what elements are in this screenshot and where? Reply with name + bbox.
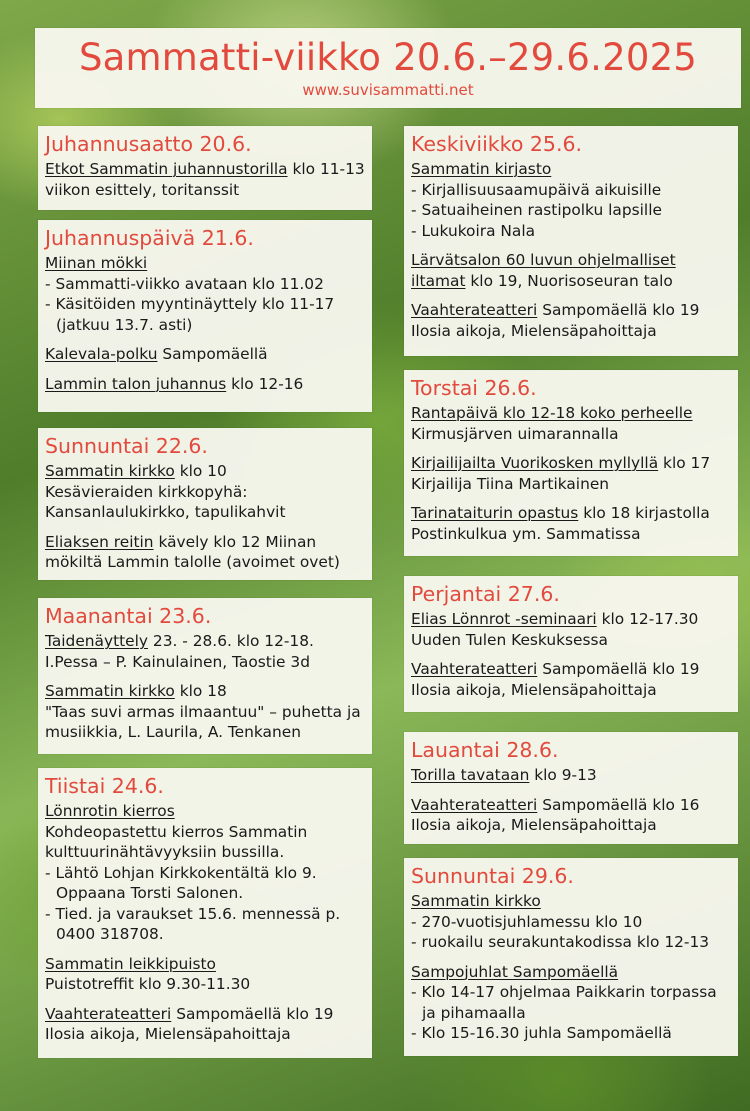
event-link[interactable]: Tarinataiturin opastus <box>411 504 579 522</box>
event-detail: Sampomäellä klo 19 <box>171 1004 334 1023</box>
event <box>45 681 366 743</box>
event <box>411 403 732 444</box>
card-torstai <box>404 370 738 556</box>
day-title: Sunnuntai 22.6. <box>45 434 208 458</box>
event-detail: 23. - 28.6. klo 12-18. <box>148 632 314 650</box>
event-link[interactable]: Eliaksen reitin <box>45 532 154 551</box>
card-perjantai <box>404 576 738 712</box>
website-url[interactable]: www.suvisammatti.net <box>302 81 474 99</box>
day-title: Sunnuntai 29.6. <box>411 864 574 888</box>
event <box>45 159 366 200</box>
event-detail: Kirmusjärven uimarannalla <box>411 424 619 443</box>
event <box>411 503 732 544</box>
event-link[interactable]: Vaahterateatteri <box>45 1004 172 1023</box>
event <box>411 300 732 341</box>
event-bullet: - Satuaiheinen rastipolku lapsille <box>411 201 662 219</box>
event <box>45 1004 366 1045</box>
event-detail: klo 11-13 viikon esittely, toritanssit <box>45 160 365 199</box>
day-title: Lauantai 28.6. <box>411 738 559 762</box>
day-title: Perjantai 27.6. <box>411 582 560 606</box>
event-detail: kävely klo 12 Miinan mökiltä Lammin talolle (avoimet ovet) <box>45 532 340 571</box>
event-link[interactable]: Miinan mökki <box>45 254 148 272</box>
event <box>411 159 732 241</box>
event-link[interactable]: Sammatin leikkipuisto <box>45 954 216 973</box>
event-link[interactable]: Rantapäivä klo 12-18 koko perheelle <box>411 404 693 422</box>
event-link[interactable]: Taidenäyttely <box>45 632 149 650</box>
event-bullet: - Klo 15-16.30 juhla Sampomäellä <box>411 1024 672 1042</box>
event-link[interactable]: Sammatin kirjasto <box>411 160 552 178</box>
event-detail: klo 18 <box>174 682 227 700</box>
day-title: Maanantai 23.6. <box>45 604 212 628</box>
event-detail: klo 10 <box>174 462 227 480</box>
event-detail: klo 19, Nuorisoseuran talo <box>465 271 673 290</box>
card-juhannusaatto <box>38 126 372 210</box>
event-detail: Kohdeopastettu kierros Sammatin kulttuurinähtävyyksiin bussilla. <box>45 822 308 861</box>
card-tiistai <box>38 768 372 1058</box>
event <box>411 659 732 700</box>
day-title: Juhannusaatto 20.6. <box>45 132 252 156</box>
event-bullet: - Klo 14-17 ohjelmaa Paikkarin torpassa ja pihamaalla <box>411 983 717 1022</box>
event-bullet: - 270-vuotisjuhlamessu klo 10 <box>411 912 643 931</box>
event <box>411 250 732 291</box>
event <box>45 344 366 365</box>
day-title: Keskiviikko 25.6. <box>411 132 583 156</box>
event <box>411 453 732 494</box>
event-detail: Ilosia aikoja, Mielensäpahoittaja <box>45 1025 291 1043</box>
event-detail: Uuden Tulen Keskuksessa <box>411 630 608 649</box>
event <box>411 891 732 953</box>
event <box>411 962 732 1044</box>
event-bullet: - Lähtö Lohjan Kirkkokentältä klo 9. Oppaana Torsti Salonen. <box>45 863 317 902</box>
card-sunnuntai-29 <box>404 858 738 1056</box>
event-detail: Postinkulkua ym. Sammatissa <box>411 524 641 543</box>
event-link[interactable]: Lärvätsalon 60 luvun ohjelmalliset iltamat <box>411 251 676 290</box>
event-link[interactable]: Vaahterateatteri <box>411 660 538 678</box>
event-detail: "Taas suvi armas ilmaantuu" – puhetta ja musiikkia, L. Laurila, A. Tenkanen <box>45 702 361 741</box>
card-keskiviikko <box>404 126 738 356</box>
card-juhannuspaiva <box>38 220 372 412</box>
event-bullet: - Lukukoira Nala <box>411 221 536 240</box>
event-detail: Kirjailija Tiina Martikainen <box>411 474 610 493</box>
event-link[interactable]: Sammatin kirkko <box>45 682 175 700</box>
event-bullet: - Kirjallisuusaamupäivä aikuisille <box>411 180 662 199</box>
event-detail: Ilosia aikoja, Mielensäpahoittaja <box>411 321 657 340</box>
event-detail: klo 12-16 <box>226 374 304 393</box>
event-link[interactable]: Kirjailijailta Vuorikosken myllyllä <box>411 454 659 472</box>
event-link[interactable]: Sampojuhlat Sampomäellä <box>411 962 619 981</box>
event-detail: Puistotreffit klo 9.30-11.30 <box>45 975 251 993</box>
header-panel <box>35 28 741 108</box>
event-detail: Sampomäellä klo 19 <box>537 660 700 678</box>
event-link[interactable]: Kalevala-polku <box>45 345 158 363</box>
event-detail: klo 17 <box>658 454 711 472</box>
card-sunnuntai-22 <box>38 428 372 580</box>
day-title: Tiistai 24.6. <box>45 774 164 798</box>
event <box>45 461 366 523</box>
event-link[interactable]: Sammatin kirkko <box>45 462 175 480</box>
event-link[interactable]: Torilla tavataan <box>411 766 530 784</box>
event-detail: Ilosia aikoja, Mielensäpahoittaja <box>411 816 657 834</box>
event <box>45 374 366 395</box>
event <box>45 532 366 573</box>
event <box>411 765 732 786</box>
event <box>45 631 366 672</box>
event-detail: Sampomäellä klo 19 <box>537 301 700 319</box>
event-link[interactable]: Sammatin kirkko <box>411 892 541 910</box>
event-bullet: - ruokailu seurakuntakodissa klo 12-13 <box>411 933 710 951</box>
event-link[interactable]: Vaahterateatteri <box>411 301 538 319</box>
event-bullet: - Tied. ja varaukset 15.6. mennessä p. 0400 318708. <box>45 904 341 943</box>
card-maanantai <box>38 598 372 754</box>
day-title: Juhannuspäivä 21.6. <box>45 226 254 250</box>
event-link[interactable]: Elias Lönnrot -seminaari <box>411 610 597 628</box>
event-bullet: - Käsitöiden myyntinäyttely klo 11-17 (jatkuu 13.7. asti) <box>45 295 335 334</box>
page-title: Sammatti-viikko 20.6.–29.6.2025 <box>78 36 698 79</box>
event-link[interactable]: Lönnrotin kierros <box>45 802 175 820</box>
event-detail: klo 18 kirjastolla <box>578 504 710 522</box>
event-detail: Sampomäellä klo 16 <box>537 795 700 814</box>
event-detail: Sampomäellä <box>157 345 268 363</box>
day-title: Torstai 26.6. <box>411 376 537 400</box>
event-detail: Ilosia aikoja, Mielensäpahoittaja <box>411 680 657 699</box>
event-detail: I.Pessa – P. Kainulainen, Taostie 3d <box>45 652 310 671</box>
event-bullet: - Sammatti-viikko avataan klo 11.02 <box>45 274 324 293</box>
event <box>411 795 732 836</box>
event-link[interactable]: Lammin talon juhannus <box>45 374 227 393</box>
event-link[interactable]: Vaahterateatteri <box>411 795 538 814</box>
event-link[interactable]: Etkot Sammatin juhannustorilla <box>45 160 288 178</box>
card-lauantai <box>404 732 738 844</box>
event <box>45 801 366 945</box>
event-detail: klo 9-13 <box>529 766 597 784</box>
event-detail: Kesävieraiden kirkkopyhä: Kansanlaulukirkko, tapulikahvit <box>45 482 286 521</box>
event-detail: klo 12-17.30 <box>596 610 699 628</box>
event <box>45 954 366 995</box>
event <box>45 253 366 335</box>
event <box>411 609 732 650</box>
